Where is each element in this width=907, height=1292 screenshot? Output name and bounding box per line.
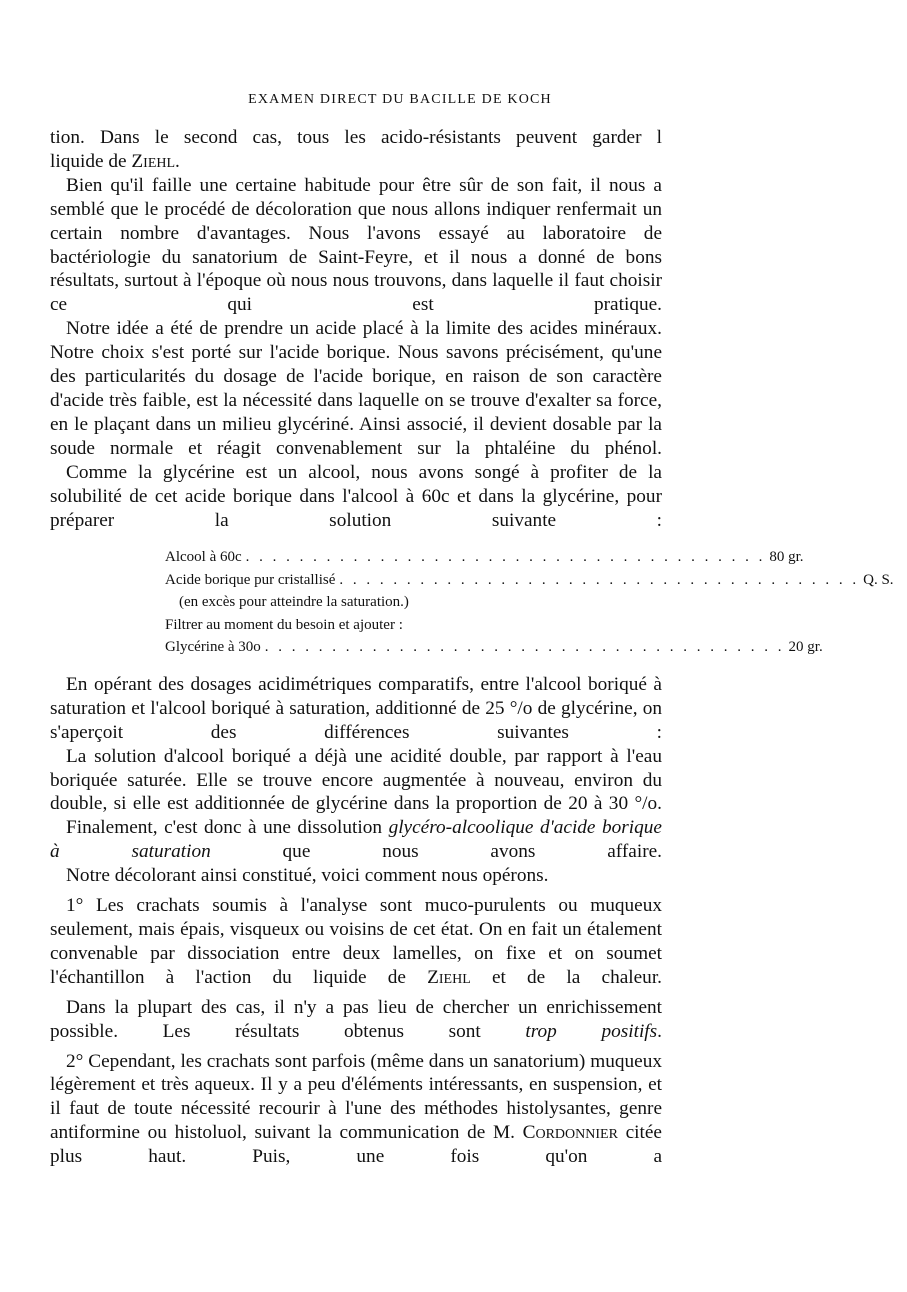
body-text [50, 126, 894, 1169]
recipe-label: Acide borique pur cristallisé [165, 571, 336, 588]
recipe-quantity: 80 gr. [769, 549, 804, 566]
recipe-row [165, 636, 823, 659]
paragraph [50, 990, 662, 1044]
paragraph-continuation-end [50, 150, 662, 174]
author-name-ziehl: Ziehl [427, 966, 471, 988]
text-run: Finalement, c'est donc à une dissolution [66, 817, 389, 839]
text-run: . [175, 150, 180, 172]
text-run: que nous avons affaire. [210, 841, 662, 863]
paragraph: La solution d'alcool boriqué a déjà une acidité double, par rapport à l'eau boriquée saturée. Elle se trouve encore augmentée à nouveau, environ du double, si elle est additionnée de glycérine dans la proportion de 20 à 30 °/o. [50, 745, 662, 815]
paragraph: En opérant des dosages acidimétriques comparatifs, entre l'alcool boriqué à saturation et l'alcool boriqué à saturation, additionné de 25 °/o de glycérine, on s'aperçoit des différences suivantes : [50, 673, 662, 743]
leader-dots: . . . . . . . . . . . . . . . . . . . . . . . . . . . . . . . . . . . . . . . [264, 639, 785, 656]
text-run: liquide de [50, 150, 132, 172]
paragraph [50, 888, 662, 990]
leader-dots: . . . . . . . . . . . . . . . . . . . . . . . . . . . . . . . . . . . . . . . [339, 571, 860, 588]
paragraph [50, 816, 662, 864]
paragraph [50, 1044, 662, 1170]
italic-term: glycéro-alcoolique d'acide borique à saturation [50, 817, 662, 863]
text-run: . [657, 1020, 662, 1042]
paragraph: Notre idée a été de prendre un acide placé à la limite des acides minéraux. Notre choix s'est porté sur l'acide borique. Nous savons précisément, qu'une des particularités du dosage de l'acide borique, en raison de son caractère d'acide très faible, est la nécessité dans laquelle on se trouve d'exalter sa force, en le plaçant dans un milieu glycériné. Ainsi associé, il devient dosable par la soude normale et réagit convenablement sur la phtaléine du phénol. [50, 318, 662, 459]
text-run: 1° Les crachats soumis à l'analyse sont muco-purulents ou muqueux seulement, mais épais, visqueux ou voisins de cet état. On en fait un étalement convenable par dissociation entre deux lamelles, on fixe et on soumet l'échantillon à l'action du liquide de [50, 895, 662, 988]
recipe-instruction: Filtrer au moment du besoin et ajouter : [165, 616, 403, 633]
author-name-ziehl: Ziehl [131, 150, 176, 172]
italic-term: trop positifs [525, 1020, 658, 1042]
text-run: et de la chaleur. [470, 966, 662, 988]
paragraph: Bien qu'il faille une certaine habitude pour être sûr de son fait, il nous a semblé que le procédé de décoloration que nous allons indiquer renfermait un certain nombre d'avantages. Nous l'avons essayé au laboratoire de bactériologie du sanatorium de Saint-Feyre, et il nous a donné de bons résultats, surtout à l'époque où nous nous trouvons, dans laquelle il faut choisir ce qui est pratique. [50, 174, 662, 316]
text-run: Dans la plupart des cas, il n'y a pas lieu de chercher un enrichissement possible. Les résultats obtenus sont [50, 996, 662, 1042]
recipe-row [165, 569, 894, 592]
leader-dots: . . . . . . . . . . . . . . . . . . . . . . . . . . . . . . . . . . . . . . . [245, 549, 766, 566]
paragraph: Notre décolorant ainsi constitué, voici comment nous opérons. [66, 865, 549, 887]
recipe-label: Alcool à 60c [165, 549, 242, 566]
recipe-quantity: 20 gr. [788, 639, 823, 656]
paragraph-line: tion. Dans le second cas, tous les acido-résistants peuvent garder l [50, 127, 662, 148]
text-run: 2° Cependant, les crachats sont parfois (même dans un sanatorium) muqueux légèrement et très aqueux. Il y a peu d'éléments intéressants, en suspension, et il faut de toute nécessité recourir à l'une des méthodes histolysantes, genre antiformine ou histoluol, suivant la communication de M. [50, 1050, 662, 1144]
recipe-table [165, 546, 894, 659]
text-run: citée plus haut. Puis, une fois qu'on a [50, 1122, 662, 1168]
running-head: EXAMEN DIRECT DU BACILLE DE KOCH [248, 92, 552, 107]
recipe-row [165, 546, 804, 569]
recipe-note: (en excès pour atteindre la saturation.) [179, 594, 409, 611]
author-name-cordonnier: Cordonnier [522, 1122, 618, 1144]
recipe-quantity: Q. S. [863, 571, 894, 588]
paragraph-continuation [50, 126, 662, 150]
recipe-label: Glycérine à 30o [165, 639, 261, 656]
paragraph: Comme la glycérine est un alcool, nous avons songé à profiter de la solubilité de cet acide borique dans l'alcool à 60c et dans la glycérine, pour préparer la solution suivante : [50, 461, 662, 531]
